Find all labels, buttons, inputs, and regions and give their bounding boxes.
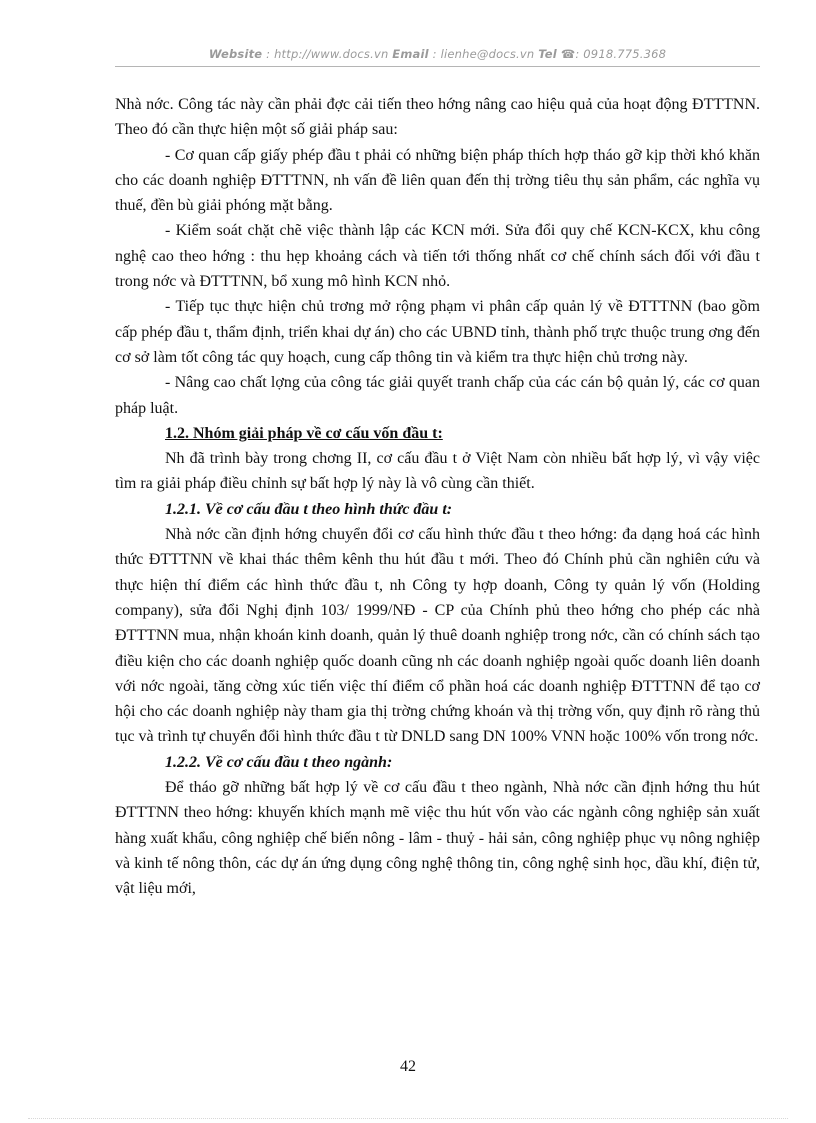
- phone-icon: ☎: [560, 47, 576, 61]
- footer-divider: [28, 1118, 788, 1119]
- website-value: : http://www.docs.vn: [266, 47, 389, 61]
- paragraph: - Tiếp tục thực hiện chủ trơng mở rộng phạm vi phân cấp quản lý về ĐTTTNN (bao gồm cấp phép đầu t, thẩm định, triển khai dự án) cho các UBND tỉnh, thành phố trực thuộc trung ơng đến cơ sở làm tốt công tác quy hoạch, cung cấp thông tin và kiểm tra thực hiện chủ trơng này.: [115, 298, 760, 366]
- page-header: [115, 47, 760, 61]
- tel-value: : 0918.775.368: [575, 47, 667, 61]
- page-number: 42: [400, 1058, 416, 1075]
- subsection-heading: 1.2.1. Về cơ cấu đầu t theo hình thức đầu t:: [165, 500, 453, 518]
- email-value: : lienhe@docs.vn: [432, 47, 535, 61]
- paragraph: - Nâng cao chất lợng của công tác giải quyết tranh chấp của các cán bộ quản lý, các cơ quan pháp luật.: [115, 374, 760, 417]
- header-divider: [115, 66, 760, 67]
- paragraph: Để tháo gỡ những bất hợp lý về cơ cấu đầu t theo ngành, Nhà nớc cần định hớng thu hút ĐTTTNN theo hớng: khuyến khích mạnh mẽ việc thu hút vốn vào các ngành công nghiệp sản xuất hàng xuất khẩu, công nghiệp chế biến nông - lâm - thuỷ - hải sản, công nghiệp phục vụ nông nghiệp và kinh tế nông thôn, các dự án ứng dụng công nghệ thông tin, công nghệ sinh học, dầu khí, điện tử, vật liệu mới,: [115, 779, 760, 898]
- document-body: [115, 92, 760, 902]
- website-label: Website: [208, 47, 263, 61]
- section-heading: 1.2. Nhóm giải pháp về cơ cấu vốn đầu t:: [165, 424, 443, 442]
- paragraph: Nh đã trình bày trong chơng II, cơ cấu đầu t ở Việt Nam còn nhiều bất hợp lý, vì vậy việc tìm ra giải pháp điều chỉnh sự bất hợp lý này là vô cùng cần thiết.: [115, 450, 760, 493]
- paragraph: Nhà nớc. Công tác này cần phải đợc cải tiến theo hớng nâng cao hiệu quả của hoạt động ĐTTTNN. Theo đó cần thực hiện một số giải pháp sau:: [115, 96, 760, 139]
- email-label: Email: [392, 47, 429, 61]
- tel-label: Tel: [538, 47, 557, 61]
- paragraph: Nhà nớc cần định hớng chuyển đổi cơ cấu hình thức đầu t theo hớng: đa dạng hoá các hình thức ĐTTTNN về khai thác thêm kênh thu hút đầu t mới. Theo đó Chính phủ cần nghiên cứu và thực hiện thí điểm các hình thức đầu t, nh Công ty hợp doanh, Công ty quản lý vốn (Holding company), sửa đổi Nghị định 103/ 1999/NĐ - CP của Chính phủ theo hớng cho phép các nhà ĐTTTNN mua, nhận khoán kinh doanh, quản lý thuê doanh nghiệp trong nớc, cần có chính sách tạo điều kiện cho các doanh nghiệp quốc doanh cũng nh các doanh nghiệp ngoài quốc doanh liên doanh với nớc ngoài, tăng cờng xúc tiến việc thí điểm cổ phần hoá các doanh nghiệp ĐTTTNN để tạo cơ hội cho các doanh nghiệp này tham gia thị trờng chứng khoán và thị trờng vốn, quy định rõ ràng thủ tục và trình tự chuyển đổi hình thức đầu t từ DNLD sang DN 100% VNN hoặc 100% vốn trong nớc.: [115, 526, 760, 746]
- subsection-heading: 1.2.2. Về cơ cấu đầu t theo ngành:: [165, 753, 393, 771]
- paragraph: - Cơ quan cấp giấy phép đầu t phải có những biện pháp thích hợp tháo gỡ kịp thời khó khăn cho các doanh nghiệp ĐTTTNN, nh vấn đề liên quan đến thị trờng tiêu thụ sản phẩm, các nghĩa vụ thuế, đền bù giải phóng mặt bằng.: [115, 146, 760, 215]
- paragraph: - Kiểm soát chặt chẽ việc thành lập các KCN mới. Sửa đổi quy chế KCN-KCX, khu công nghệ cao theo hớng : thu hẹp khoảng cách và tiến tới thống nhất cơ chế chính sách đối với đầu t trong nớc và ĐTTTNN, bổ xung mô hình KCN nhỏ.: [115, 222, 760, 291]
